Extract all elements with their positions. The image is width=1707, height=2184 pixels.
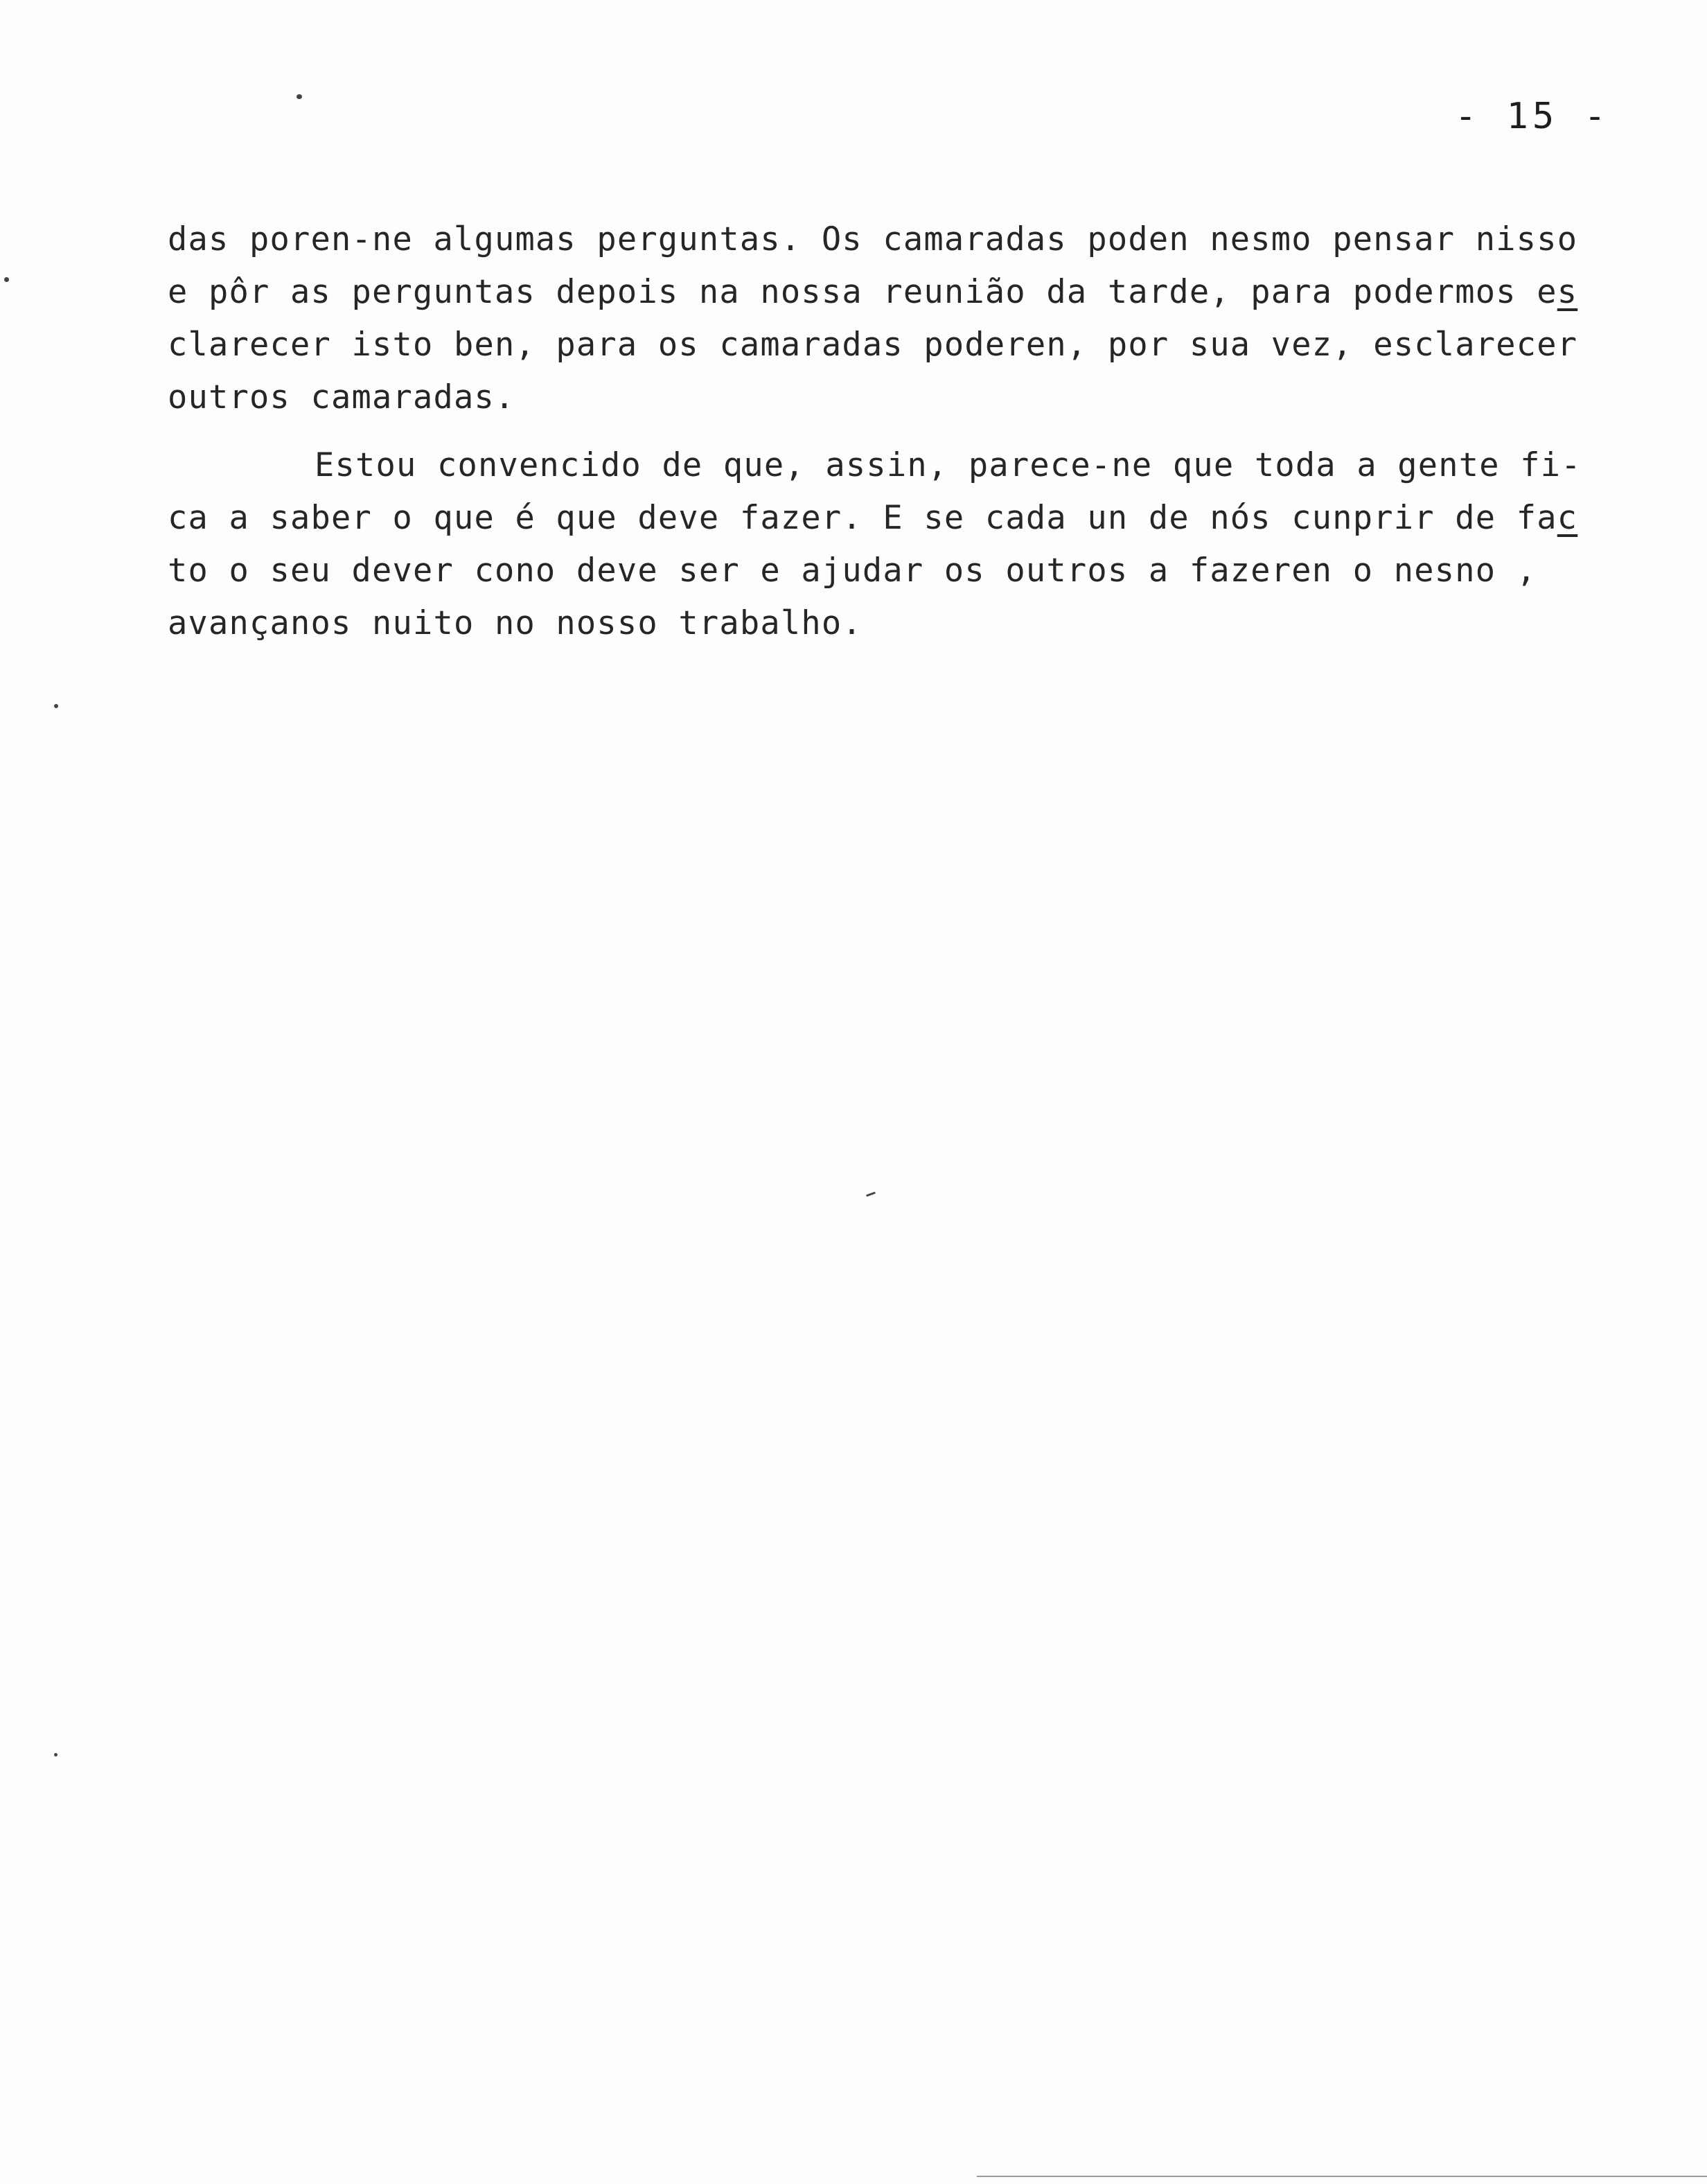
scan-speck <box>866 1192 876 1197</box>
paragraph-1-line-2-text: e pôr as perguntas depois na nossa reunião da tarde, para podermos e <box>168 273 1557 311</box>
scan-speck <box>54 704 58 708</box>
underlined-letter: c <box>1557 499 1578 537</box>
paragraph-1-line-3: clarecer isto ben, para os camaradas poderen, por sua vez, esclarecer <box>168 326 1578 364</box>
paragraph-1-line-1: das poren-ne algumas perguntas. Os camaradas poden nesmo pensar nisso <box>168 220 1578 258</box>
paragraph-1-line-2 <box>168 266 1640 319</box>
scan-speck <box>297 94 302 99</box>
page-number: - 15 - <box>1455 96 1610 137</box>
paragraph-1-line-4: outros camaradas. <box>168 378 515 416</box>
underlined-letter: s <box>1557 273 1578 311</box>
paragraph-gap <box>168 424 1640 439</box>
paragraph-2-line-1: Estou convencido de que, assin, parece-ne que toda a gente fi- <box>315 446 1582 484</box>
paragraph-2-line-4: avançanos nuito no nosso trabalho. <box>168 604 863 642</box>
paragraph-2-line-3: to o seu dever cono deve ser e ajudar os outros a fazeren o nesno , <box>168 552 1537 590</box>
scan-speck <box>54 1753 58 1756</box>
paragraph-2-line-2-text: ca a saber o que é que deve fazer. E se cada un de nós cunprir de fa <box>168 499 1557 537</box>
bottom-edge-line <box>977 2176 1707 2177</box>
scan-speck <box>4 277 9 282</box>
paragraph-2-line-2 <box>168 492 1640 545</box>
body-text <box>168 213 1640 650</box>
